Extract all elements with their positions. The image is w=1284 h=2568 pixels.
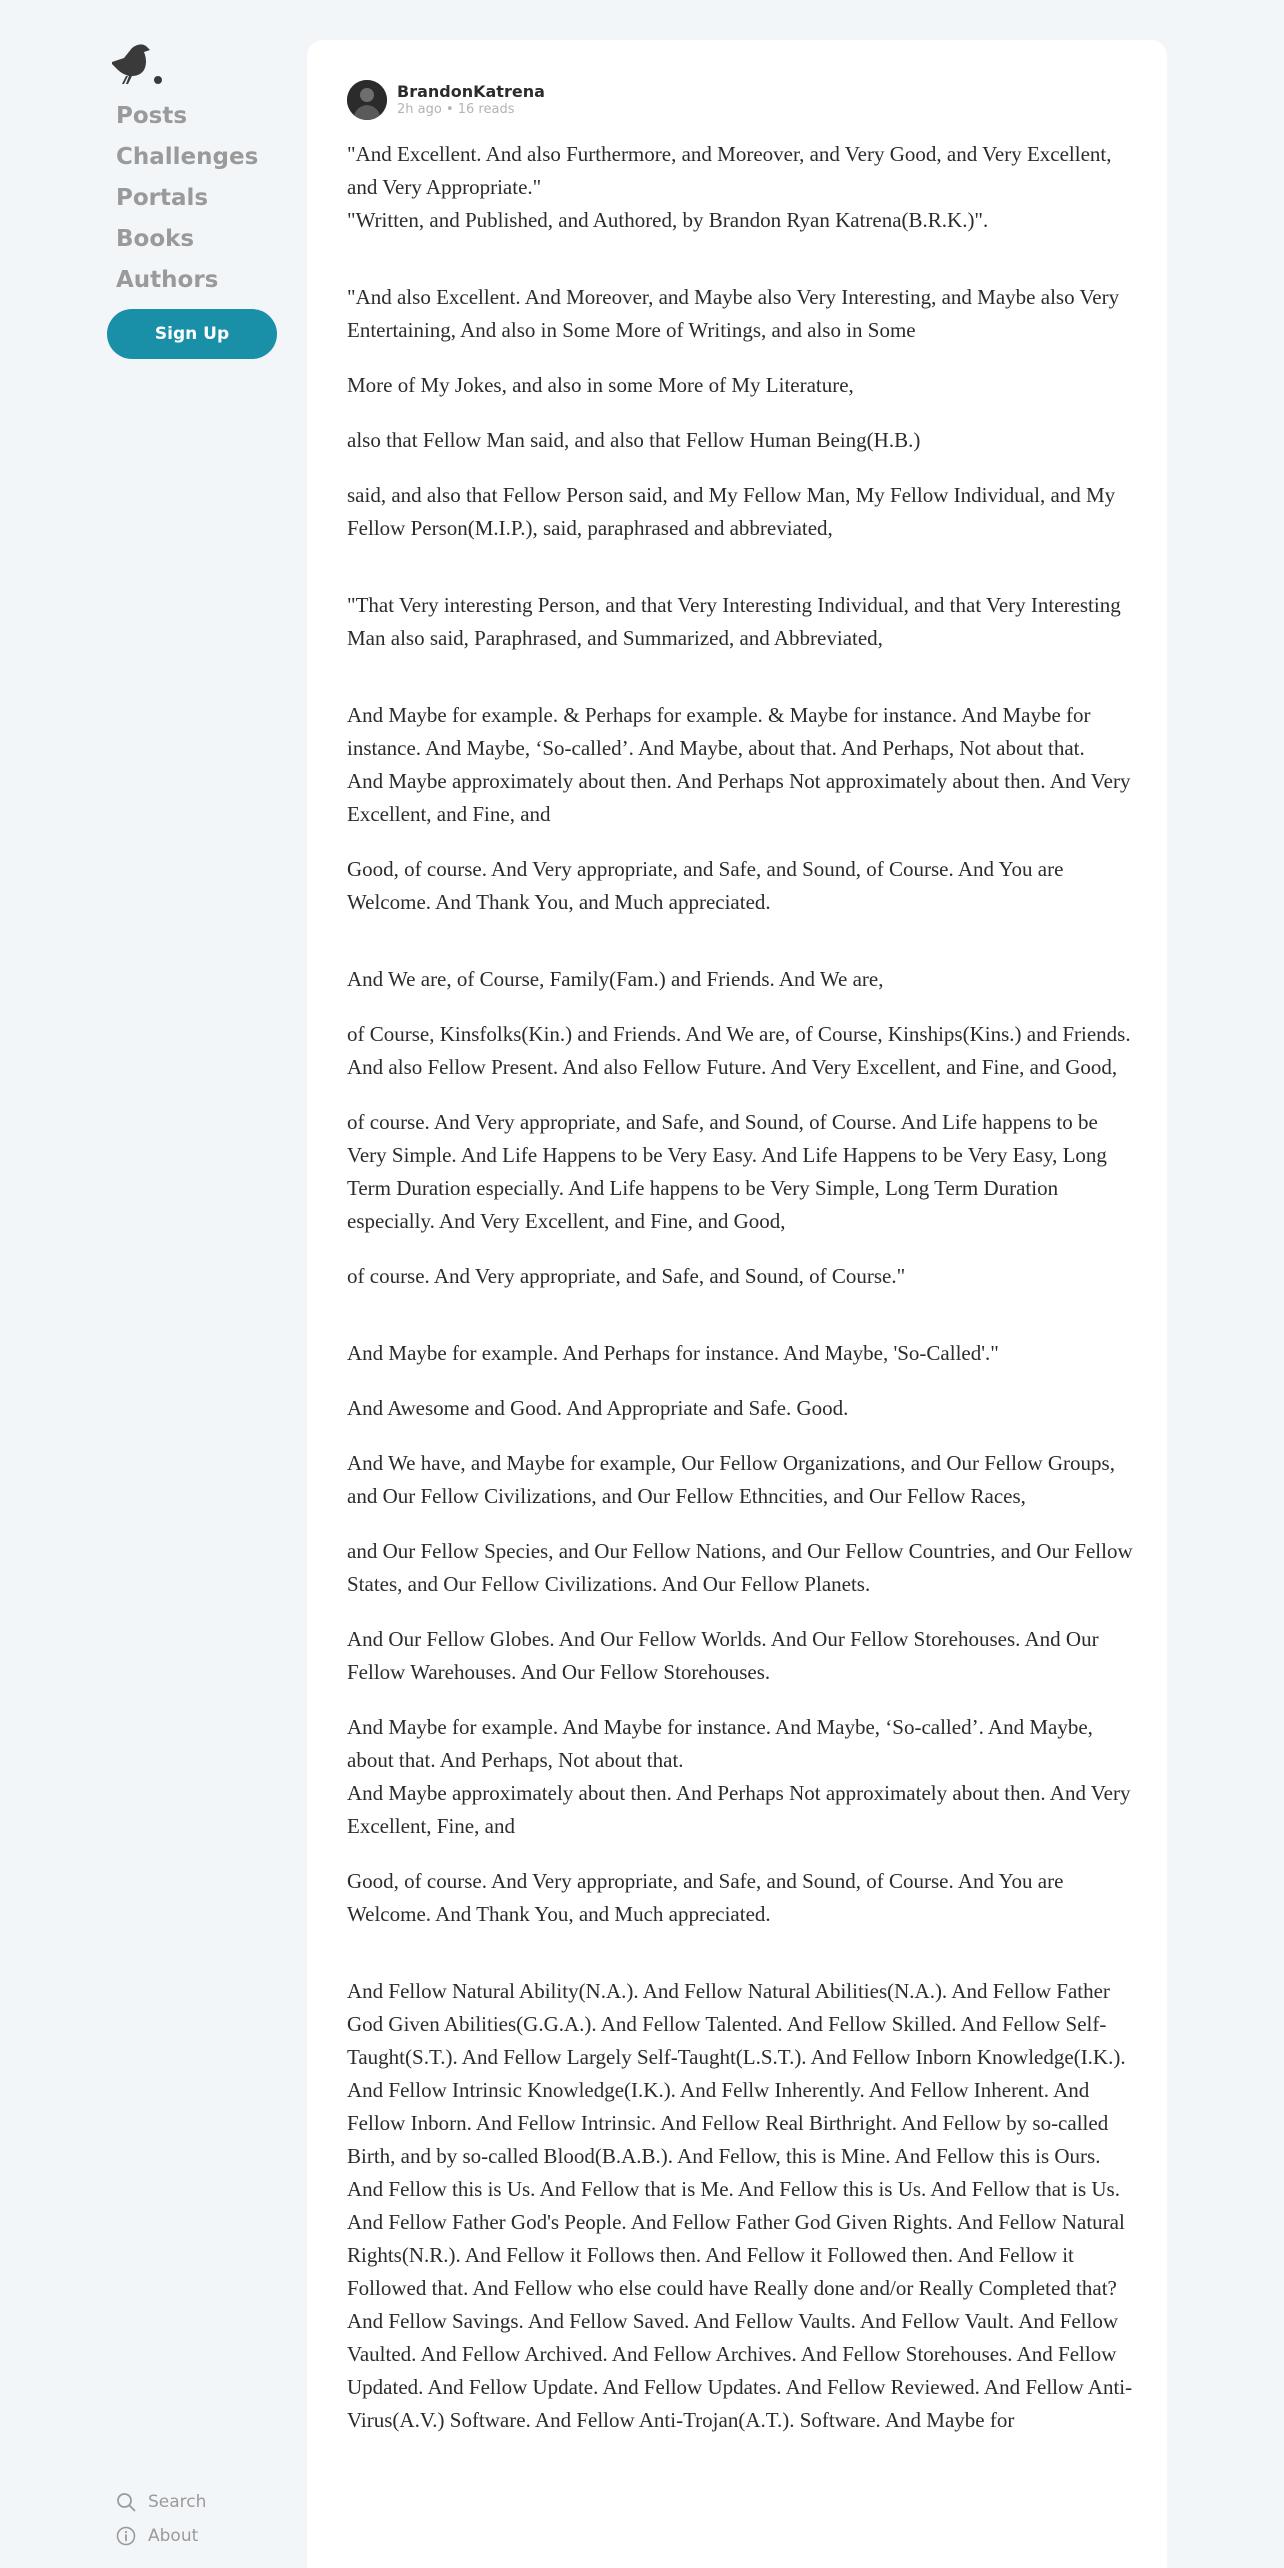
post-meta: 2h ago • 16 reads [397,102,515,117]
sign-up-button[interactable]: Sign Up [107,309,277,359]
post-paragraph: And Maybe for example. And Maybe for instance. And Maybe, ‘So-called’. And Maybe, about that. And Perhaps, Not about that. And Maybe approximately about then. And Perhaps Not approximately about then. And Very Excellent, Fine, and [347,1715,1131,1838]
main-nav [116,96,258,301]
search-label: Search [148,2492,207,2512]
post-card [307,40,1167,2568]
sidebar [0,0,300,2568]
nav-item-portals[interactable]: Portals [116,185,209,211]
search-icon [116,2492,136,2512]
post-paragraph: Good, of course. And Very appropriate, and Safe, and Sound, of Course. And You are Welcome. And Thank You, and Much appreciated. [347,1869,1064,1926]
avatar[interactable] [347,80,387,120]
post-paragraph: of Course, Kinsfolks(Kin.) and Friends. And We are, of Course, Kinships(Kins.) and Friends. And also Fellow Present. And also Fellow Future. And Very Excellent, and Fine, and Good, [347,1022,1131,1079]
author-info [397,82,545,118]
post-paragraph: Good, of course. And Very appropriate, and Safe, and Sound, of Course. And You are Welcome. And Thank You, and Much appreciated. [347,857,1064,914]
nav-item-books[interactable]: Books [116,226,195,252]
author-header[interactable] [347,80,545,120]
post-paragraph: And Maybe for example. & Perhaps for example. & Maybe for instance. And Maybe for instance. And Maybe, ‘So-called’. And Maybe, about that. And Perhaps, Not about that. And Maybe approximately about then. And Perhaps Not approximately about then. And Very Excellent, and Fine, and [347,703,1131,826]
post-paragraph: And Maybe for example. And Perhaps for instance. And Maybe, 'So-Called'." [347,1341,999,1365]
post-paragraph: also that Fellow Man said, and also that Fellow Human Being(H.B.) [347,428,921,452]
nav-item-authors[interactable]: Authors [116,267,219,293]
post-body [347,138,1137,2459]
post-paragraph: And We have, and Maybe for example, Our Fellow Organizations, and Our Fellow Groups, and Our Fellow Civilizations, and Our Fellow Ethncities, and Our Fellow Races, [347,1451,1115,1508]
post-paragraph: "That Very interesting Person, and that Very Interesting Individual, and that Very Interesting Man also said, Paraphrased, and Summarized, and Abbreviated, [347,593,1121,650]
post-paragraph: "And Excellent. And also Furthermore, and Moreover, and Very Good, and Very Excellent, and Very Appropriate." "Written, and Published, and Authored, by Brandon Ryan Katrena(B.R.K.)". [347,142,1112,232]
bottom-links [116,2485,206,2553]
post-paragraph: of course. And Very appropriate, and Safe, and Sound, of Course. And Life happens to be Very Simple. And Life Happens to be Very Easy. And Life Happens to be Very Easy, Long Term Duration especially. And Life happens to be Very Simple, Long Term Duration especially. And Very Excellent, and Fine, and Good, [347,1110,1107,1233]
post-paragraph: More of My Jokes, and also in some More of My Literature, [347,373,854,397]
post-paragraph: And Fellow Natural Ability(N.A.). And Fellow Natural Abilities(N.A.). And Fellow Father God Given Abilities(G.G.A.). And Fellow Talented. And Fellow Skilled. And Fellow Self-Taught(S.T.). And Fellow Largely Self-Taught(L.S.T.). And Fellow Inborn Knowledge(I.K.). And Fellow Intrinsic Knowledge(I.K.). And Fellw Inherently. And Fellow Inherent. And Fellow Inborn. And Fellow Intrinsic. And Fellow Real Birthright. And Fellow by so-called Birth, and by so-called Blood(B.A.B.). And Fellow, this is Mine. And Fellow this is Ours. And Fellow this is Us. And Fellow that is Me. And Fellow this is Us. And Fellow that is Us. And Fellow Father God's People. And Fellow Father God Given Rights. And Fellow Natural Rights(N.R.). And Fellow it Follows then. And Fellow it Followed then. And Fellow it Followed that. And Fellow who else could have Really done and/or Really Completed that? And Fellow Savings. And Fellow Saved. And Fellow Vaults. And Fellow Vault. And Fellow Vaulted. And Fellow Archived. And Fellow Archives. And Fellow Storehouses. And Fellow Updated. And Fellow Update. And Fellow Updates. And Fellow Reviewed. And Fellow Anti-Virus(A.V.) Software. And Fellow Anti-Trojan(A.T.). Software. And Maybe for [347,1979,1133,2432]
about-link[interactable] [116,2519,206,2553]
about-label: About [148,2526,199,2546]
author-name[interactable]: BrandonKatrena [397,82,545,101]
nav-item-posts[interactable]: Posts [116,103,188,129]
post-paragraph: And We are, of Course, Family(Fam.) and Friends. And We are, [347,967,884,991]
nav-item-challenges[interactable]: Challenges [116,144,259,170]
post-paragraph: "And also Excellent. And Moreover, and Maybe also Very Interesting, and Maybe also Very Entertaining, And also in Some More of Writings, and also in Some [347,285,1120,342]
info-icon [116,2526,136,2546]
post-paragraph: And Awesome and Good. And Appropriate and Safe. Good. [347,1396,849,1420]
search-link[interactable] [116,2485,206,2519]
post-paragraph: and Our Fellow Species, and Our Fellow Nations, and Our Fellow Countries, and Our Fellow States, and Our Fellow Civilizations. And Our Fellow Planets. [347,1539,1133,1596]
post-paragraph: said, and also that Fellow Person said, and My Fellow Man, My Fellow Individual, and My Fellow Person(M.I.P.), said, paraphrased and abbreviated, [347,483,1116,540]
crow-icon[interactable] [110,40,166,86]
post-paragraph: of course. And Very appropriate, and Safe, and Sound, of Course." [347,1264,906,1288]
avatar-image [347,80,387,120]
post-paragraph: And Our Fellow Globes. And Our Fellow Worlds. And Our Fellow Storehouses. And Our Fellow Warehouses. And Our Fellow Storehouses. [347,1627,1099,1684]
